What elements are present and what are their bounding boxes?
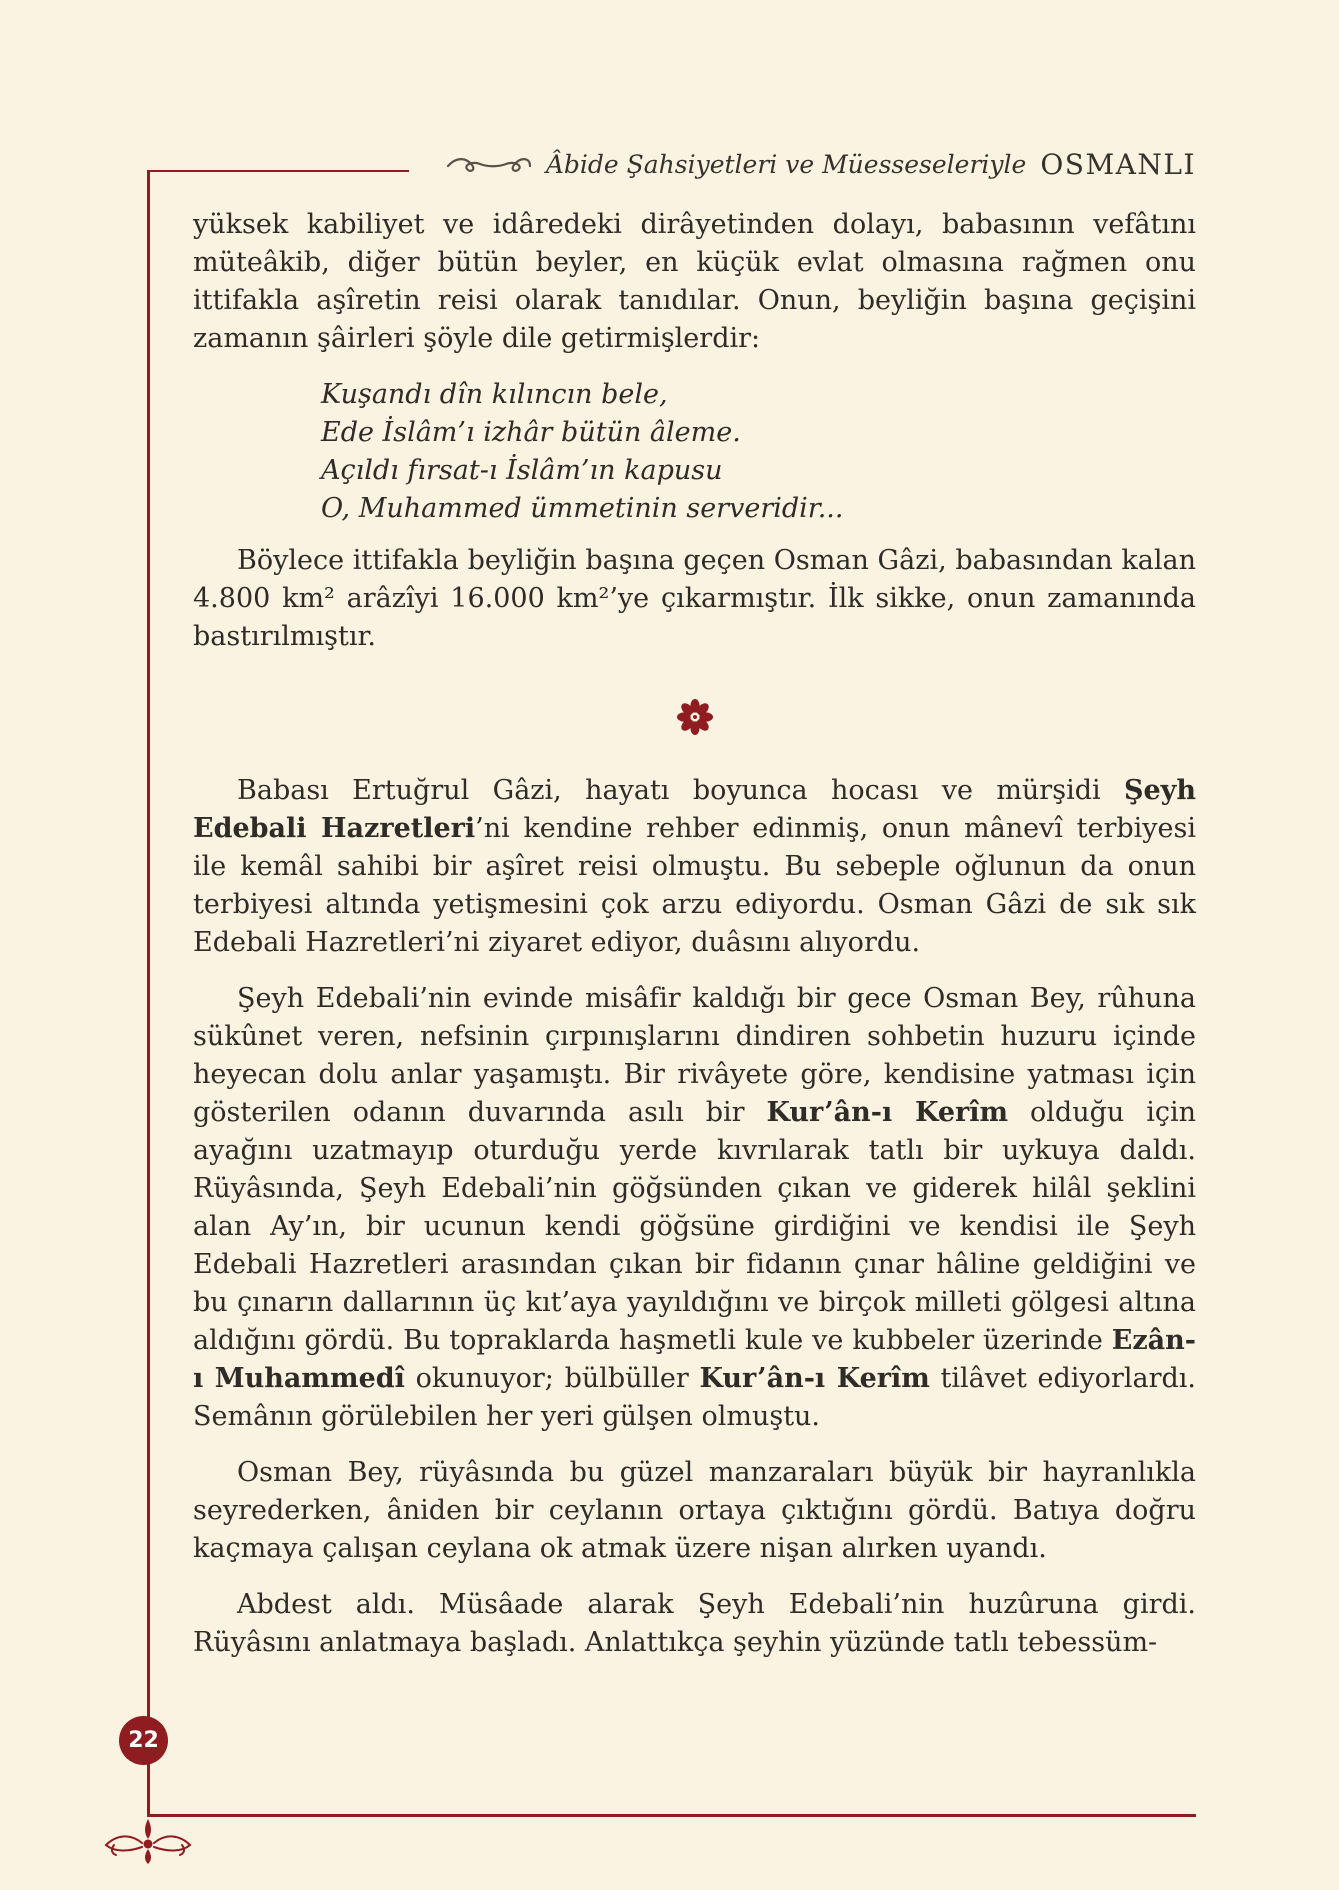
- page-number-badge: [119, 1716, 168, 1765]
- header-title: OSMANLI: [1040, 148, 1196, 181]
- bold-phrase: Kur’ân-ı Kerîm: [766, 1097, 1009, 1128]
- text-segment: Abdest aldı. Müsâade alarak Şeyh Edebali’nin huzûruna girdi. Rüyâsını anlatmaya başladı. Anlattıkça şeyhin yüzünde tatlı tebessüm-: [193, 1589, 1196, 1658]
- paragraph: [193, 980, 1196, 1436]
- text-segment: tilâvet ediyorlardı. Semânın görülebilen her yeri gülşen olmuştu.: [193, 1363, 1196, 1432]
- section-divider-florette-icon: [193, 698, 1196, 736]
- poem: [321, 376, 1196, 528]
- left-rule: [147, 170, 150, 1817]
- top-rule: [147, 170, 409, 172]
- header-flourish-icon: [446, 154, 532, 176]
- header-subtitle: Âbide Şahsiyetleri ve Müesseseleriyle: [545, 150, 1027, 179]
- text-segment: okunuyor; bülbüller: [404, 1363, 700, 1394]
- text-segment: Osman Bey, rüyâsında bu güzel manzaraları büyük bir hayranlıkla seyrederken, âniden bir ceylanın ortaya çıktığını gördü. Batıya doğru kaçmaya çalışan ceylana ok atmak üzere nişan alırken uyandı.: [193, 1457, 1196, 1564]
- bottom-rule: [147, 1814, 1196, 1817]
- text-segment: Böylece ittifakla beyliğin başına geçen Osman Gâzi, babasından kalan 4.800 km² arâzîyi 16.000 km²’ye çıkarmıştır. İlk sikke, onun zamanında bastırılmıştır.: [193, 545, 1196, 652]
- text-segment: olduğu için ayağını uzatmayıp oturduğu yerde kıvrılarak tatlı bir uykuya daldı. Rüyâsında, Şeyh Edebali’nin göğsünden çıkan ve giderek hilâl şeklini alan Ay’ın, bir ucunun kendi göğsüne girdiğini ve kendisi ile Şeyh Edebali Hazretleri arasından çıkan bir fidanın çınar hâline geldiğini ve bu çınarın dallarının üç kıt’aya yayıldığını ve birçok milleti gölgesi altına aldığını gördü. Bu topraklarda haşmetli kule ve kubbeler üzerinde: [193, 1097, 1196, 1356]
- page-number: 22: [128, 1728, 159, 1753]
- paragraph: [193, 1454, 1196, 1568]
- text-segment: Babası Ertuğrul Gâzi, hayatı boyunca hocası ve mürşidi: [237, 775, 1124, 806]
- paragraph: [193, 1586, 1196, 1662]
- text-column: [193, 206, 1196, 1680]
- text-segment: ’ni kendine rehber edinmiş, onun mânevî terbiyesi ile kemâl sahibi bir aşîret reisi olmuştu. Bu sebeple oğlunun da onun terbiyesi altında yetişmesini çok arzu ediyordu. Osman Gâzi de sık sık Edebali Hazretleri’ni ziyaret ediyor, duâsını alıyordu.: [193, 813, 1196, 958]
- paragraph: [193, 206, 1196, 358]
- bold-phrase: Kur’ân-ı Kerîm: [699, 1363, 930, 1394]
- poem-line: Açıldı fırsat-ı İslâm’ın kapusu: [321, 455, 723, 486]
- poem-line: Ede İslâm’ı izhâr bütün âleme.: [321, 417, 741, 448]
- text-segment: Şeyh Edebali’nin evinde misâfir kaldığı bir gece Osman Bey, rûhuna sükûnet veren, nefsinin çırpınışlarını dindiren sohbetin huzuru içinde heyecan dolu anlar yaşamıştı. Bir rivâyete göre, kendisine yatması için gösterilen odanın duvarında asılı bir: [193, 983, 1196, 1128]
- bold-phrase: Ezân-ı Muhammedî: [193, 1325, 1196, 1394]
- paragraph: [193, 772, 1196, 962]
- running-header: [415, 148, 1196, 181]
- footer-ornament-icon: [100, 1817, 196, 1865]
- paragraph: [193, 542, 1196, 656]
- poem-line: Kuşandı dîn kılıncın bele,: [321, 379, 668, 410]
- text-segment: yüksek kabiliyet ve idâredeki dirâyetinden dolayı, babasının vefâtını müteâkib, diğer bütün beyler, en küçük evlat olmasına rağmen onu ittifakla aşîretin reisi olarak tanıdılar. Onun, beyliğin başına geçişini zamanın şâirleri şöyle dile getirmişlerdir:: [193, 209, 1196, 354]
- bold-phrase: Şeyh Edebali Hazretleri: [193, 775, 1196, 844]
- poem-line: O, Muhammed ümmetinin serveridir...: [321, 493, 844, 524]
